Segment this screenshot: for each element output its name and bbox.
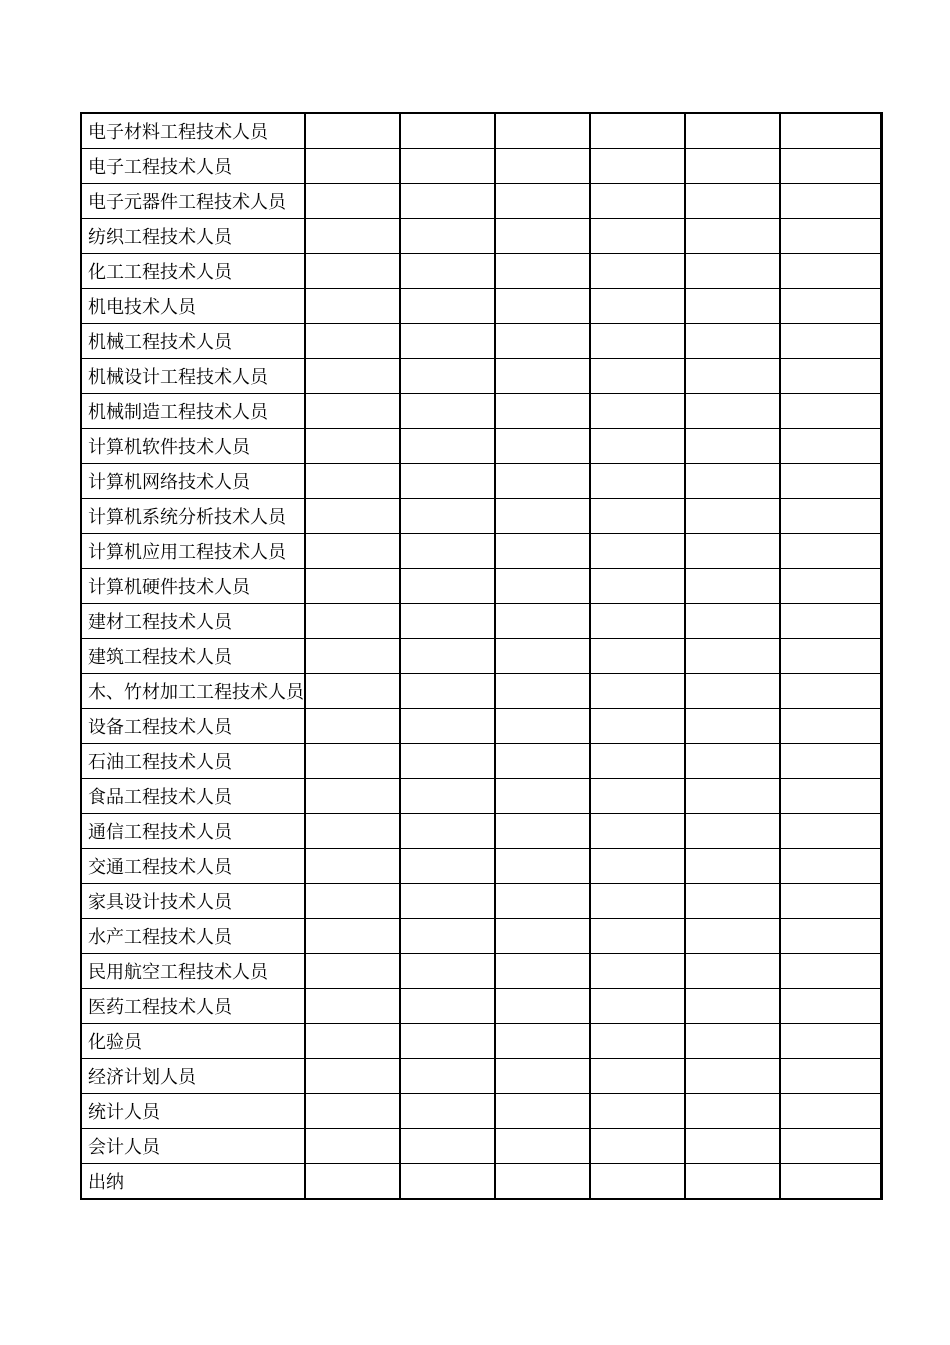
blank-cell: [590, 604, 685, 639]
occupation-name: 化工工程技术人员: [88, 262, 232, 283]
occupation-name: 通信工程技术人员: [88, 822, 232, 843]
blank-cell: [305, 884, 400, 919]
occupation-name-cell: [81, 149, 305, 184]
blank-cell: [685, 324, 780, 359]
occupation-name: 化验员: [88, 1032, 142, 1053]
blank-cell: [400, 744, 495, 779]
table-row: [81, 394, 881, 429]
blank-cell: [400, 849, 495, 884]
occupation-name: 设备工程技术人员: [88, 717, 232, 738]
blank-cell: [305, 184, 400, 219]
blank-cell: [305, 709, 400, 744]
blank-cell: [305, 1164, 400, 1200]
blank-cell: [780, 113, 881, 149]
table-row: [81, 324, 881, 359]
blank-cell: [685, 289, 780, 324]
blank-cell: [590, 919, 685, 954]
blank-cell: [495, 1129, 590, 1164]
occupation-name: 石油工程技术人员: [88, 752, 232, 773]
table-row: [81, 149, 881, 184]
blank-cell: [305, 499, 400, 534]
blank-cell: [305, 779, 400, 814]
blank-cell: [400, 499, 495, 534]
occupation-name-cell: [81, 569, 305, 604]
table-row: [81, 1059, 881, 1094]
blank-cell: [685, 499, 780, 534]
blank-cell: [495, 884, 590, 919]
blank-cell: [780, 814, 881, 849]
table-row: [81, 464, 881, 499]
blank-cell: [305, 604, 400, 639]
blank-cell: [780, 429, 881, 464]
blank-cell: [780, 989, 881, 1024]
occupation-name: 食品工程技术人员: [88, 787, 232, 808]
blank-cell: [400, 324, 495, 359]
blank-cell: [495, 219, 590, 254]
table-row: [81, 779, 881, 814]
occupation-name-cell: [81, 744, 305, 779]
occupation-name-cell: [81, 604, 305, 639]
occupation-name-cell: [81, 289, 305, 324]
occupation-name-cell: [81, 1164, 305, 1200]
blank-cell: [495, 954, 590, 989]
blank-cell: [400, 674, 495, 709]
table-row: [81, 1094, 881, 1129]
blank-cell: [495, 779, 590, 814]
blank-cell: [780, 954, 881, 989]
blank-cell: [780, 254, 881, 289]
blank-cell: [780, 884, 881, 919]
blank-cell: [305, 639, 400, 674]
blank-cell: [495, 1024, 590, 1059]
blank-cell: [400, 184, 495, 219]
blank-cell: [780, 1024, 881, 1059]
blank-cell: [495, 289, 590, 324]
table-row: [81, 219, 881, 254]
occupation-name: 水产工程技术人员: [88, 927, 232, 948]
blank-cell: [495, 1094, 590, 1129]
blank-cell: [590, 499, 685, 534]
table-row: [81, 604, 881, 639]
occupation-name-cell: [81, 1094, 305, 1129]
occupation-name: 木、竹材加工工程技术人员: [88, 682, 304, 703]
blank-cell: [400, 954, 495, 989]
occupation-name: 机械设计工程技术人员: [88, 367, 268, 388]
blank-cell: [590, 464, 685, 499]
blank-cell: [400, 814, 495, 849]
table-row: [81, 954, 881, 989]
blank-cell: [685, 394, 780, 429]
occupation-name-cell: [81, 219, 305, 254]
blank-cell: [590, 359, 685, 394]
blank-cell: [780, 1164, 881, 1200]
table-row: [81, 989, 881, 1024]
blank-cell: [400, 989, 495, 1024]
blank-cell: [495, 674, 590, 709]
occupation-name: 建筑工程技术人员: [88, 647, 232, 668]
blank-cell: [780, 149, 881, 184]
occupation-name: 计算机硬件技术人员: [88, 577, 250, 598]
table-row: [81, 709, 881, 744]
blank-cell: [780, 1094, 881, 1129]
blank-cell: [780, 1129, 881, 1164]
blank-cell: [780, 534, 881, 569]
occupation-name-cell: [81, 989, 305, 1024]
blank-cell: [780, 289, 881, 324]
blank-cell: [780, 849, 881, 884]
blank-cell: [685, 779, 780, 814]
blank-cell: [400, 359, 495, 394]
blank-cell: [305, 1024, 400, 1059]
table-row: [81, 1164, 881, 1200]
table-row: [81, 359, 881, 394]
blank-cell: [685, 429, 780, 464]
blank-cell: [590, 779, 685, 814]
blank-cell: [305, 1059, 400, 1094]
occupation-name: 计算机系统分析技术人员: [88, 507, 286, 528]
blank-cell: [495, 1059, 590, 1094]
blank-cell: [685, 149, 780, 184]
table-row: [81, 639, 881, 674]
blank-cell: [685, 534, 780, 569]
blank-cell: [780, 184, 881, 219]
table-row: [81, 814, 881, 849]
blank-cell: [495, 849, 590, 884]
blank-cell: [780, 639, 881, 674]
blank-cell: [400, 709, 495, 744]
occupation-name-cell: [81, 779, 305, 814]
blank-cell: [495, 184, 590, 219]
occupation-name-cell: [81, 534, 305, 569]
blank-cell: [495, 359, 590, 394]
table-row: [81, 184, 881, 219]
blank-cell: [305, 744, 400, 779]
blank-cell: [685, 604, 780, 639]
occupation-name-cell: [81, 499, 305, 534]
occupation-name-cell: [81, 254, 305, 289]
blank-cell: [305, 569, 400, 604]
blank-cell: [685, 359, 780, 394]
occupation-name-cell: [81, 184, 305, 219]
blank-cell: [495, 709, 590, 744]
blank-cell: [590, 1129, 685, 1164]
occupation-name-cell: [81, 709, 305, 744]
blank-cell: [400, 1094, 495, 1129]
blank-cell: [400, 464, 495, 499]
blank-cell: [685, 989, 780, 1024]
occupation-name: 经济计划人员: [88, 1067, 196, 1088]
blank-cell: [400, 639, 495, 674]
blank-cell: [400, 394, 495, 429]
occupation-name: 机械制造工程技术人员: [88, 402, 268, 423]
blank-cell: [400, 779, 495, 814]
blank-cell: [685, 639, 780, 674]
blank-cell: [685, 464, 780, 499]
blank-cell: [305, 113, 400, 149]
blank-cell: [495, 639, 590, 674]
blank-cell: [305, 919, 400, 954]
occupation-name-cell: [81, 1129, 305, 1164]
table-row: [81, 849, 881, 884]
blank-cell: [495, 814, 590, 849]
blank-cell: [400, 1024, 495, 1059]
blank-cell: [400, 254, 495, 289]
occupation-name-cell: [81, 429, 305, 464]
blank-cell: [780, 324, 881, 359]
occupation-name: 电子元器件工程技术人员: [88, 192, 286, 213]
occupation-name-cell: [81, 674, 305, 709]
blank-cell: [495, 1164, 590, 1200]
occupation-name: 民用航空工程技术人员: [88, 962, 268, 983]
blank-cell: [305, 464, 400, 499]
blank-cell: [590, 989, 685, 1024]
occupation-name: 电子工程技术人员: [88, 157, 232, 178]
occupation-name-cell: [81, 1059, 305, 1094]
occupation-name-cell: [81, 849, 305, 884]
blank-cell: [590, 884, 685, 919]
occupation-name-cell: [81, 884, 305, 919]
occupation-name: 统计人员: [88, 1102, 160, 1123]
blank-cell: [685, 674, 780, 709]
table-row: [81, 429, 881, 464]
blank-cell: [590, 324, 685, 359]
blank-cell: [400, 289, 495, 324]
occupation-name-cell: [81, 954, 305, 989]
occupation-name-cell: [81, 919, 305, 954]
blank-cell: [590, 1024, 685, 1059]
blank-cell: [305, 674, 400, 709]
blank-cell: [305, 534, 400, 569]
blank-cell: [305, 954, 400, 989]
occupation-name: 机械工程技术人员: [88, 332, 232, 353]
blank-cell: [685, 219, 780, 254]
blank-cell: [305, 1094, 400, 1129]
blank-cell: [305, 394, 400, 429]
blank-cell: [780, 779, 881, 814]
blank-cell: [590, 639, 685, 674]
blank-cell: [590, 429, 685, 464]
blank-cell: [495, 149, 590, 184]
table-row: [81, 884, 881, 919]
occupation-name-cell: [81, 394, 305, 429]
blank-cell: [780, 394, 881, 429]
blank-cell: [590, 394, 685, 429]
blank-cell: [780, 359, 881, 394]
blank-cell: [400, 884, 495, 919]
blank-cell: [685, 184, 780, 219]
blank-cell: [590, 1164, 685, 1200]
blank-cell: [780, 219, 881, 254]
blank-cell: [780, 499, 881, 534]
blank-cell: [495, 604, 590, 639]
blank-cell: [685, 113, 780, 149]
blank-cell: [495, 113, 590, 149]
blank-cell: [305, 989, 400, 1024]
table-row: [81, 499, 881, 534]
blank-cell: [495, 324, 590, 359]
blank-cell: [590, 1094, 685, 1129]
blank-cell: [590, 254, 685, 289]
blank-cell: [495, 569, 590, 604]
blank-cell: [400, 1059, 495, 1094]
table-body: [81, 113, 881, 1199]
blank-cell: [305, 1129, 400, 1164]
blank-cell: [780, 674, 881, 709]
blank-cell: [400, 569, 495, 604]
blank-cell: [590, 113, 685, 149]
occupation-name-cell: [81, 814, 305, 849]
table-row: [81, 569, 881, 604]
blank-cell: [400, 149, 495, 184]
occupation-name-cell: [81, 324, 305, 359]
blank-cell: [685, 884, 780, 919]
occupation-name: 电子材料工程技术人员: [88, 122, 268, 143]
blank-cell: [305, 149, 400, 184]
blank-cell: [685, 1164, 780, 1200]
blank-cell: [685, 849, 780, 884]
table-row: [81, 744, 881, 779]
blank-cell: [400, 113, 495, 149]
blank-cell: [495, 464, 590, 499]
blank-cell: [400, 1129, 495, 1164]
blank-cell: [495, 534, 590, 569]
occupation-name: 计算机软件技术人员: [88, 437, 250, 458]
blank-cell: [590, 709, 685, 744]
blank-cell: [685, 569, 780, 604]
blank-cell: [590, 219, 685, 254]
blank-cell: [495, 744, 590, 779]
occupation-name: 机电技术人员: [88, 297, 196, 318]
occupation-name-cell: [81, 464, 305, 499]
blank-cell: [495, 989, 590, 1024]
blank-cell: [685, 254, 780, 289]
blank-cell: [495, 429, 590, 464]
table-row: [81, 254, 881, 289]
blank-cell: [400, 534, 495, 569]
blank-cell: [780, 1059, 881, 1094]
blank-cell: [495, 919, 590, 954]
table-row: [81, 289, 881, 324]
blank-cell: [590, 814, 685, 849]
table-row: [81, 1024, 881, 1059]
blank-cell: [305, 814, 400, 849]
table-row: [81, 674, 881, 709]
blank-cell: [685, 814, 780, 849]
table-row: [81, 919, 881, 954]
blank-cell: [305, 254, 400, 289]
occupation-table: [80, 112, 883, 1200]
occupation-name-cell: [81, 359, 305, 394]
blank-cell: [495, 394, 590, 429]
blank-cell: [305, 289, 400, 324]
blank-cell: [495, 254, 590, 289]
table-row: [81, 534, 881, 569]
blank-cell: [780, 604, 881, 639]
blank-cell: [400, 919, 495, 954]
occupation-name-cell: [81, 1024, 305, 1059]
blank-cell: [780, 464, 881, 499]
blank-cell: [495, 499, 590, 534]
blank-cell: [590, 954, 685, 989]
blank-cell: [685, 709, 780, 744]
blank-cell: [305, 849, 400, 884]
blank-cell: [685, 1094, 780, 1129]
blank-cell: [590, 674, 685, 709]
blank-cell: [780, 919, 881, 954]
occupation-name: 计算机网络技术人员: [88, 472, 250, 493]
blank-cell: [685, 919, 780, 954]
blank-cell: [590, 1059, 685, 1094]
occupation-name-cell: [81, 639, 305, 674]
blank-cell: [400, 604, 495, 639]
occupation-name: 计算机应用工程技术人员: [88, 542, 286, 563]
occupation-name: 会计人员: [88, 1137, 160, 1158]
occupation-name: 家具设计技术人员: [88, 892, 232, 913]
table-row: [81, 1129, 881, 1164]
blank-cell: [590, 569, 685, 604]
blank-cell: [305, 429, 400, 464]
occupation-name: 交通工程技术人员: [88, 857, 232, 878]
blank-cell: [685, 1059, 780, 1094]
blank-cell: [685, 1129, 780, 1164]
blank-cell: [685, 1024, 780, 1059]
blank-cell: [685, 744, 780, 779]
blank-cell: [590, 149, 685, 184]
blank-cell: [590, 534, 685, 569]
occupation-name: 出纳: [88, 1172, 124, 1193]
blank-cell: [780, 744, 881, 779]
occupation-name: 医药工程技术人员: [88, 997, 232, 1018]
occupation-name-cell: [81, 113, 305, 149]
table-row: [81, 113, 881, 149]
blank-cell: [780, 709, 881, 744]
occupation-name: 纺织工程技术人员: [88, 227, 232, 248]
blank-cell: [780, 569, 881, 604]
blank-cell: [400, 219, 495, 254]
blank-cell: [590, 289, 685, 324]
blank-cell: [685, 954, 780, 989]
blank-cell: [305, 219, 400, 254]
blank-cell: [305, 359, 400, 394]
blank-cell: [590, 849, 685, 884]
blank-cell: [305, 324, 400, 359]
blank-cell: [590, 744, 685, 779]
blank-cell: [590, 184, 685, 219]
occupation-name: 建材工程技术人员: [88, 612, 232, 633]
blank-cell: [400, 429, 495, 464]
blank-cell: [400, 1164, 495, 1200]
